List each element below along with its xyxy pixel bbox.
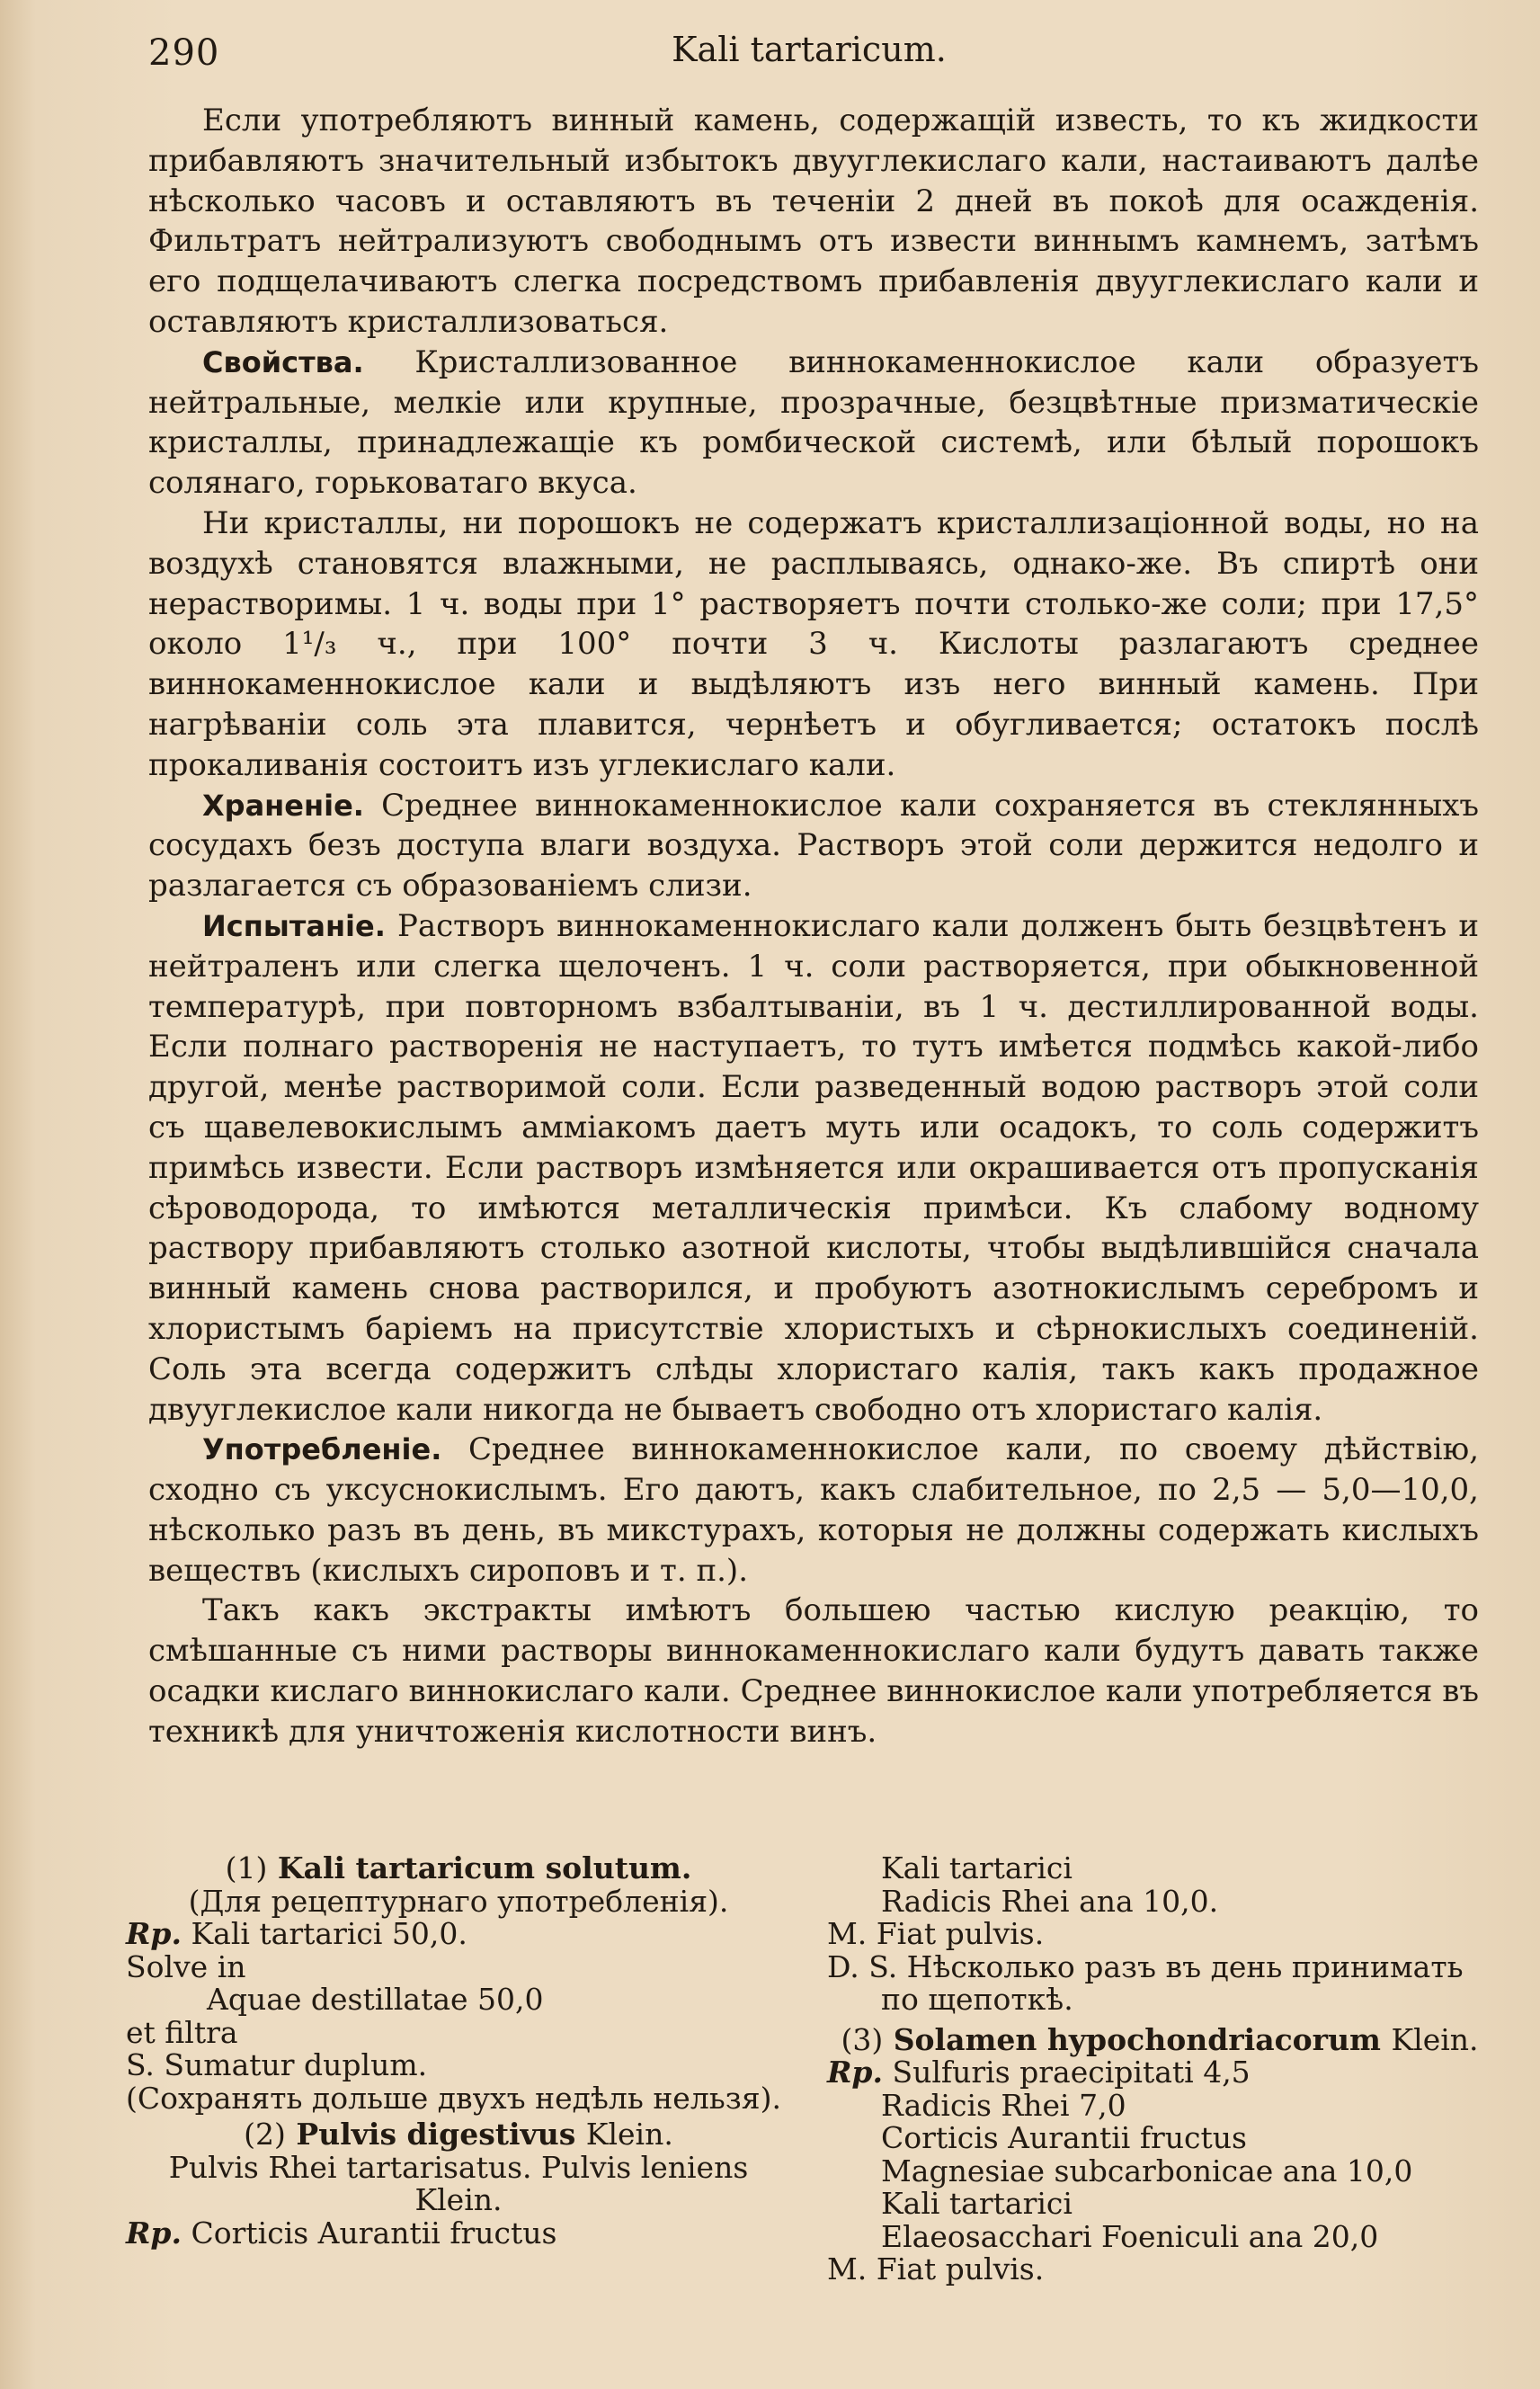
recipe-synonyms: Pulvis Rhei tartarisatus. Pulvis leniens	[168, 2149, 749, 2185]
section-label: Свойства.	[202, 344, 364, 379]
rx-mark: Rp.	[827, 2055, 883, 2090]
running-head: Kali tartaricum.	[672, 30, 947, 69]
recipe-line: Corticis Aurantii fructus	[881, 2120, 1247, 2155]
paragraph-text: Ни кристаллы, ни порошокъ не содержатъ кристаллизаціонной воды, но на воздухѣ становятся влажными, не расплываясь, однако-же. Въ спиртѣ они нерастворимы. 1 ч. воды при 1° растворяетъ почти столько-же соли; при 17,5° около 1¹/₃ ч., при 100° почти 3 ч. Кислоты разлагаютъ среднее виннокаменнокислое кали и выдѣляютъ изъ него винный камень. При нагрѣваніи соль эта плавится, чернѣетъ и обугливается; остатокъ послѣ прокаливанія состоитъ изъ углекислаго кали.	[148, 504, 1479, 783]
recipe-line: Magnesiae subcarbonicae ana 10,0	[881, 2153, 1413, 2188]
recipe-subtitle: (Для рецептурнаго употребленія).	[188, 1883, 729, 1919]
recipes-right-column	[827, 1852, 1492, 2286]
recipe-line: M. Fiat pulvis.	[827, 2251, 1045, 2286]
recipes-section	[126, 1852, 1492, 2356]
paragraph	[148, 1430, 1479, 1591]
recipe-line: Rp. Corticis Aurantii fructus	[126, 2215, 557, 2251]
recipe-line: M. Fiat pulvis.	[827, 1916, 1045, 1951]
main-text	[148, 101, 1479, 1752]
page-header	[135, 25, 1483, 79]
paragraph-text: Кристаллизованное виннокаменнокислое кали образуетъ нейтральные, мелкіе или крупные, прозрачные, безцвѣтные призматическіе кристаллы, принадлежащіе къ ромбической системѣ, или бѣлый порошокъ солянаго, горьковатаго вкуса.	[148, 343, 1479, 502]
recipes-left-column	[126, 1852, 791, 2250]
recipe-title: (2) Pulvis digestivus Klein.	[244, 2117, 673, 2152]
rx-mark: Rp.	[126, 1916, 182, 1951]
paragraph	[148, 101, 1479, 343]
recipe-line: Solve in	[126, 1948, 246, 1984]
recipe-line: Radicis Rhei ana 10,0.	[881, 1883, 1219, 1919]
recipe-line: Kali tartarici	[881, 1850, 1073, 1885]
paragraph-text: Среднее виннокаменнокислое кали сохраняется въ стеклянныхъ сосудахъ безъ доступа влаги воздуха. Растворъ этой соли держится недолго и разлагается съ образованіемъ слизи.	[148, 787, 1479, 905]
paragraph-text: Такъ какъ экстракты имѣютъ большею частью кислую реакцію, то смѣшанные съ ними растворы виннокаменнокислаго кали будутъ давать также осадки кислаго виннокислаго кали. Среднее виннокислое кали употребляется въ техникѣ для уничтоженія кислотности винъ.	[148, 1592, 1479, 1750]
paragraph	[148, 343, 1479, 504]
recipe-line: Kali tartarici	[881, 2186, 1073, 2221]
recipe-line: Elaeosacchari Foeniculi ana 20,0	[881, 2218, 1379, 2254]
recipe-synonyms: Klein.	[414, 2182, 503, 2217]
recipe-2-continued	[827, 1852, 1492, 2017]
paragraph-text: Если употребляютъ винный камень, содержащій известь, то къ жидкости прибавляютъ значительный избытокъ двууглекислаго кали, настаиваютъ далѣе нѣсколько часовъ и оставляютъ въ теченіи 2 дней въ покоѣ для осажденія. Фильтратъ нейтрализуютъ свободнымъ отъ извести виннымъ камнемъ, затѣмъ его подщелачиваютъ слегка посредствомъ прибавленія двууглекислаго кали и оставляютъ кристаллизоваться.	[148, 103, 1479, 340]
paragraph-text: Растворъ виннокаменнокислаго кали долженъ быть безцвѣтенъ и нейтраленъ или слегка щелоченъ. 1 ч. соли растворяется, при обыкновенной температурѣ, при повторномъ взбалтываніи, въ 1 ч. дестиллированной воды. Если полнаго растворенія не наступаетъ, то тутъ имѣется подмѣсь какой-либо другой, менѣе растворимой соли. Если разведенный водою растворъ этой соли съ щавелевокислымъ амміакомъ даетъ муть или осадокъ, то соль содержитъ примѣсь извести. Если растворъ измѣняется или окрашивается отъ пропусканія сѣроводорода, то имѣются металлическія примѣси. Къ слабому водному раствору прибавляютъ столько азотной кислоты, чтобы выдѣлившійся сначала винный камень снова растворился, и пробуютъ азотнокислымъ серебромъ и хлористымъ баріемъ на присутствіе хлористыхъ и сѣрнокислыхъ соединеній. Соль эта всегда содержитъ слѣды хлористаго калія, такъ какъ продажное двууглекислое кали никогда не бываетъ свободно отъ хлористаго калія.	[148, 907, 1479, 1428]
recipe-line: S. Sumatur duplum.	[126, 2047, 428, 2082]
paragraph	[148, 504, 1479, 786]
paragraph	[148, 906, 1479, 1430]
paragraph	[148, 786, 1479, 906]
recipe-line: D. S. Нѣсколько разъ въ день принимать по щепоткѣ.	[827, 1948, 1464, 2017]
section-label: Употребленіе.	[202, 1432, 442, 1467]
page-number: 290	[148, 32, 220, 74]
recipe-1	[126, 1852, 791, 2115]
recipe-3	[827, 2021, 1492, 2286]
paragraph	[148, 1591, 1479, 1752]
recipe-title: (3) Solamen hypochondriacorum Klein.	[841, 2021, 1479, 2057]
recipe-line: et filtra	[126, 2014, 238, 2050]
recipe-title: (1) Kali tartaricum solutum.	[225, 1850, 692, 1885]
recipe-line: (Сохранять дольше двухъ недѣль нельзя).	[126, 2080, 781, 2116]
recipe-line: Rp. Sulfuris praecipitati 4,5	[827, 2055, 1251, 2090]
section-label: Храненіе.	[202, 788, 364, 823]
section-label: Испытаніе.	[202, 908, 386, 943]
recipe-line: Radicis Rhei 7,0	[881, 2087, 1126, 2123]
recipe-line: Aquae destillatae 50,0	[207, 1982, 544, 2017]
rx-mark: Rp.	[126, 2215, 182, 2251]
recipe-line: Rp. Kali tartarici 50,0.	[126, 1916, 467, 1951]
recipe-2	[126, 2118, 791, 2250]
paragraph-text: Среднее виннокаменнокислое кали, по своему дѣйствію, сходно съ уксуснокислымъ. Его даютъ, какъ слабительное, по 2,5 — 5,0—10,0, нѣсколько разъ въ день, въ микстурахъ, которыя не должны содержать кислыхъ веществъ (кислыхъ сироповъ и т. п.).	[148, 1431, 1479, 1589]
